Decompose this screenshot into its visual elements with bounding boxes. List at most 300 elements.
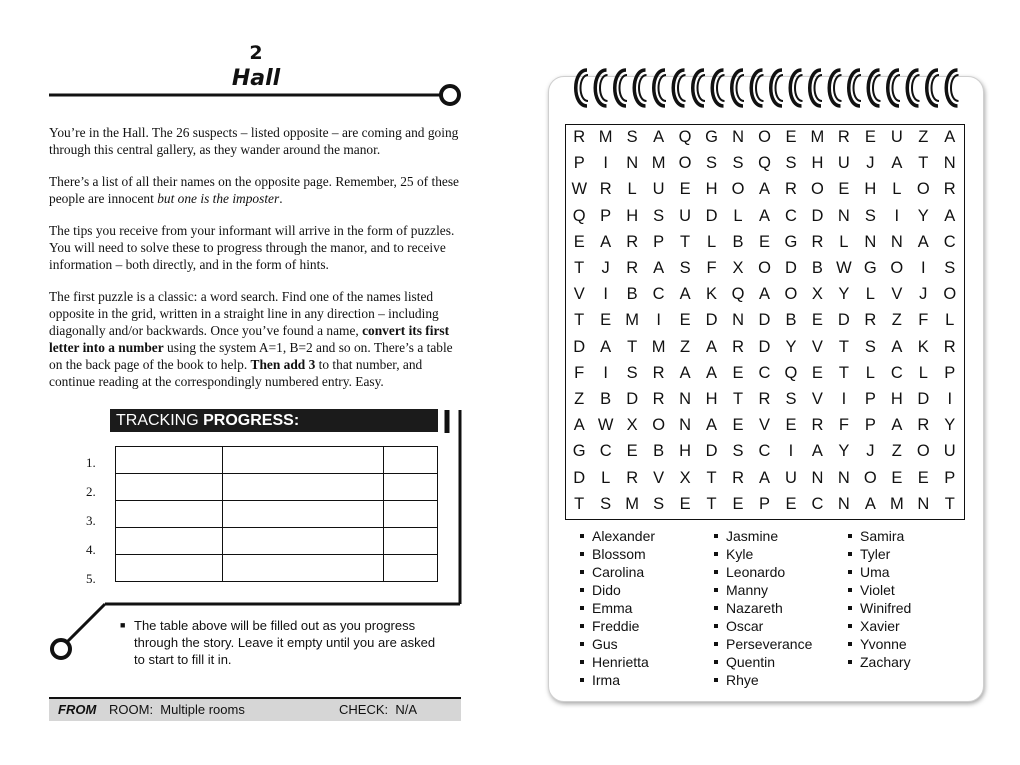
grid-letter[interactable]: T [706, 468, 717, 487]
grid-letter[interactable]: N [837, 206, 850, 225]
grid-letter[interactable]: A [811, 442, 823, 461]
spiral-coil [795, 75, 803, 101]
footer-check-label: CHECK: [339, 702, 389, 717]
grid-letter[interactable]: N [732, 311, 744, 330]
grid-letter[interactable]: G [572, 442, 586, 461]
table-cell[interactable] [384, 447, 438, 474]
grid-letter[interactable]: S [706, 154, 718, 173]
paragraph-text: convert its first letter into a number [49, 323, 450, 355]
suspect-name: Jasmine [714, 527, 812, 545]
grid-letter[interactable]: S [600, 494, 612, 513]
square-bullet-icon: ■ [120, 620, 126, 630]
grid-letter[interactable]: I [656, 311, 661, 330]
table-cell[interactable] [223, 555, 384, 582]
grid-letter[interactable]: L [865, 285, 875, 304]
grid-letter[interactable]: S [732, 442, 744, 461]
suspect-name: Dido [580, 581, 655, 599]
grid-letter[interactable]: Q [572, 206, 586, 225]
grid-letter[interactable]: D [758, 311, 771, 330]
paragraph-text: . [279, 191, 283, 206]
grid-letter[interactable]: A [758, 285, 770, 304]
grid-letter[interactable]: P [600, 206, 612, 225]
grid-letter[interactable]: N [943, 154, 956, 173]
table-cell[interactable] [384, 528, 438, 555]
grid-letter[interactable]: G [705, 128, 718, 146]
grid-letter[interactable]: S [944, 259, 956, 277]
suspect-name: Nazareth [714, 599, 812, 617]
grid-letter[interactable]: T [680, 232, 691, 251]
grid-letter[interactable]: N [864, 232, 877, 251]
grid-letter[interactable]: A [917, 232, 929, 251]
grid-letter[interactable]: D [705, 311, 718, 330]
footer-room-value: Multiple rooms [160, 702, 245, 717]
grid-letter[interactable]: E [758, 232, 770, 251]
spiral-coil [776, 75, 784, 101]
grid-letter[interactable]: N [811, 468, 824, 487]
grid-letter[interactable]: N [626, 154, 639, 173]
grid-letter[interactable]: E [600, 311, 612, 330]
grid-letter[interactable]: E [811, 363, 823, 382]
grid-letter[interactable]: V [573, 285, 585, 304]
footer-from: FROM [58, 702, 97, 717]
paragraph [49, 222, 467, 273]
grid-letter[interactable]: E [573, 232, 585, 251]
grid-letter[interactable]: P [864, 390, 876, 408]
grid-letter[interactable]: F [574, 363, 585, 382]
paragraph [49, 173, 467, 207]
grid-letter[interactable]: H [890, 390, 903, 408]
grid-letter[interactable]: L [733, 206, 743, 225]
grid-letter[interactable]: C [599, 442, 612, 461]
room-title: Hall [231, 66, 281, 91]
grid-row [566, 439, 964, 465]
spiral-coil [698, 75, 706, 101]
table-cell[interactable] [223, 474, 384, 501]
grid-letter[interactable]: S [785, 154, 797, 173]
grid-letter[interactable]: A [758, 180, 770, 199]
grid-letter[interactable]: I [603, 285, 608, 304]
grid-letter[interactable]: T [838, 337, 849, 356]
grid-letter[interactable]: M [651, 337, 666, 356]
grid-letter[interactable]: R [784, 180, 797, 199]
table-row [116, 474, 438, 501]
grid-letter[interactable]: A [679, 285, 691, 304]
grid-letter[interactable]: H [864, 180, 877, 199]
grid-letter[interactable]: H [679, 442, 692, 461]
spiral-binding-icon [571, 62, 966, 114]
suspect-name: Winifred [848, 599, 911, 617]
grid-letter[interactable]: S [626, 363, 638, 382]
grid-row [566, 387, 964, 413]
grid-letter[interactable]: O [890, 259, 904, 277]
suspect-name: Yvonne [848, 635, 911, 653]
grid-letter[interactable]: O [863, 468, 877, 487]
grid-letter[interactable]: O [784, 285, 798, 304]
grid-row [566, 282, 964, 308]
grid-row [566, 361, 964, 387]
grid-letter[interactable]: G [863, 259, 877, 277]
grid-letter[interactable]: S [653, 206, 665, 225]
grid-letter[interactable]: T [574, 311, 585, 330]
grid-letter[interactable]: R [943, 337, 956, 356]
grid-letter[interactable]: T [574, 494, 585, 513]
grid-letter[interactable]: R [652, 390, 665, 408]
table-cell[interactable] [116, 474, 223, 501]
grid-letter[interactable]: Q [784, 363, 798, 382]
grid-letter[interactable]: C [758, 363, 771, 382]
grid-letter[interactable]: R [732, 468, 744, 487]
paragraph-text: to that number, and continue reading at the correspondingly numbered entry. Easy. [49, 357, 423, 389]
grid-letter[interactable]: C [758, 442, 771, 461]
table-cell[interactable] [223, 447, 384, 474]
grid-letter[interactable]: J [866, 154, 875, 173]
grid-letter[interactable]: I [920, 259, 926, 277]
grid-letter[interactable]: N [732, 128, 744, 146]
grid-letter[interactable]: F [706, 259, 717, 277]
grid-letter[interactable]: A [864, 494, 876, 513]
grid-letter[interactable]: A [706, 416, 718, 435]
grid-letter[interactable]: P [653, 232, 665, 251]
grid-letter[interactable]: P [758, 494, 770, 513]
grid-letter[interactable]: R [811, 416, 824, 435]
footer-check-value: N/A [395, 702, 418, 717]
grid-letter[interactable]: B [811, 259, 823, 277]
spiral-coil [912, 75, 920, 101]
table-row [116, 528, 438, 555]
grid-letter[interactable]: Y [944, 416, 956, 435]
grid-letter[interactable]: T [918, 154, 929, 173]
grid-letter[interactable]: Q [678, 128, 692, 146]
grid-row [566, 125, 964, 151]
grid-row [566, 492, 964, 518]
spiral-coil [600, 75, 608, 101]
grid-letter[interactable]: Z [574, 390, 585, 408]
grid-letter[interactable]: W [571, 180, 588, 199]
grid-letter[interactable]: I [603, 154, 608, 173]
grid-letter[interactable]: A [758, 206, 770, 225]
grid-letter[interactable]: A [758, 468, 770, 487]
grid-letter[interactable]: D [917, 390, 930, 408]
grid-letter[interactable]: I [788, 442, 794, 461]
grid-letter[interactable]: O [758, 259, 771, 277]
grid-letter[interactable]: U [784, 468, 797, 487]
grid-letter[interactable]: M [889, 494, 904, 513]
table-row [116, 447, 438, 474]
grid-letter[interactable]: N [837, 494, 850, 513]
grid-letter[interactable]: D [784, 259, 797, 277]
table-cell[interactable] [116, 501, 223, 528]
grid-letter[interactable]: Z [680, 337, 691, 356]
grid-letter[interactable]: H [626, 206, 639, 225]
grid-letter[interactable]: T [627, 337, 638, 356]
grid-letter[interactable]: A [706, 337, 718, 356]
word-search-grid [565, 124, 965, 520]
grid-letter[interactable]: D [705, 442, 718, 461]
grid-letter[interactable]: U [837, 154, 850, 173]
grid-letter[interactable]: N [917, 494, 930, 513]
grid-letter[interactable]: P [944, 363, 956, 382]
spiral-coil [659, 75, 667, 101]
grid-letter[interactable]: Y [838, 442, 850, 461]
grid-letter[interactable]: P [864, 416, 876, 435]
grid-letter[interactable]: R [626, 259, 639, 277]
paragraph-text: The tips you receive from your informant will arrive in the form of puzzles. You will need to solve these to progress through the manor, and to receive information – both directly, and in the form of hints. [49, 223, 455, 272]
suspect-name: Irma [580, 671, 655, 689]
suspect-name: Samira [848, 527, 911, 545]
table-cell[interactable] [384, 501, 438, 528]
grid-letter[interactable]: M [625, 494, 640, 513]
spiral-coil [815, 75, 823, 101]
names-column [848, 527, 911, 671]
grid-letter[interactable]: D [573, 337, 586, 356]
grid-letter[interactable]: G [784, 232, 798, 251]
grid-letter[interactable]: R [573, 128, 586, 146]
grid-letter[interactable]: B [785, 311, 797, 330]
grid-letter[interactable]: D [837, 311, 850, 330]
spiral-coil [717, 75, 725, 101]
grid-letter[interactable]: N [679, 416, 692, 435]
paragraph-text: but one is the imposter [157, 191, 280, 206]
grid-letter[interactable]: E [679, 180, 691, 199]
grid-letter[interactable]: A [679, 363, 691, 382]
suspect-name: Violet [848, 581, 911, 599]
grid-letter[interactable]: S [864, 337, 876, 356]
grid-letter[interactable]: L [839, 232, 849, 251]
grid-letter[interactable]: F [918, 311, 929, 330]
grid-letter[interactable]: T [574, 259, 585, 277]
spiral-coil [951, 75, 959, 101]
grid-letter[interactable]: X [626, 416, 638, 435]
grid-letter[interactable]: M [810, 128, 825, 146]
grid-letter[interactable]: S [732, 154, 744, 173]
grid-letter[interactable]: H [811, 154, 824, 173]
grid-letter[interactable]: N [679, 390, 692, 408]
grid-letter[interactable]: A [891, 154, 903, 173]
grid-letter[interactable]: D [573, 468, 586, 487]
grid-letter[interactable]: S [626, 128, 638, 146]
grid-letter[interactable]: R [917, 416, 930, 435]
spiral-coil [737, 75, 745, 101]
grid-letter[interactable]: L [706, 232, 717, 251]
grid-row [566, 466, 964, 492]
table-cell[interactable] [223, 501, 384, 528]
grid-letter[interactable]: B [732, 232, 744, 251]
table-cell[interactable] [223, 528, 384, 555]
grid-letter[interactable]: D [705, 206, 718, 225]
grid-letter[interactable]: V [758, 416, 770, 435]
table-cell[interactable] [384, 474, 438, 501]
grid-letter[interactable]: Z [918, 128, 929, 146]
grid-letter[interactable]: T [944, 494, 955, 513]
grid-letter[interactable]: M [651, 154, 666, 173]
grid-letter[interactable]: U [679, 206, 692, 225]
grid-letter[interactable]: E [891, 468, 903, 487]
spiral-coil [639, 75, 647, 101]
grid-letter[interactable]: E [811, 311, 823, 330]
row-number: 5. [86, 571, 96, 586]
grid-letter[interactable]: U [890, 128, 903, 146]
tracking-table [115, 446, 438, 582]
paragraph-text: There’s a list of all their names on the opposite page. Remember, 25 of these people are innocent [49, 174, 459, 206]
grid-letter[interactable]: V [811, 390, 823, 408]
grid-letter[interactable]: R [864, 311, 877, 330]
grid-letter[interactable]: T [706, 494, 717, 513]
grid-letter[interactable]: M [598, 128, 613, 146]
grid-letter[interactable]: V [653, 468, 665, 487]
grid-letter[interactable]: X [811, 285, 823, 304]
grid-letter[interactable]: O [810, 180, 824, 199]
suspect-name: Xavier [848, 617, 911, 635]
grid-letter[interactable]: Q [758, 154, 771, 173]
grid-letter[interactable]: L [865, 363, 875, 382]
grid-letter[interactable]: E [785, 416, 797, 435]
grid-letter[interactable]: L [918, 363, 928, 382]
grid-letter[interactable]: R [626, 468, 639, 487]
grid-letter[interactable]: K [706, 285, 718, 304]
suspect-name: Emma [580, 599, 655, 617]
grid-letter[interactable]: R [811, 232, 824, 251]
grid-letter[interactable]: A [891, 416, 903, 435]
grid-letter[interactable]: R [943, 180, 956, 199]
grid-letter[interactable]: J [866, 442, 875, 461]
grid-letter[interactable]: K [917, 337, 929, 356]
grid-letter[interactable]: N [837, 468, 850, 487]
suspect-name: Leonardo [714, 563, 812, 581]
grid-letter[interactable]: R [599, 180, 612, 199]
table-cell[interactable] [116, 447, 223, 474]
grid-letter[interactable]: V [811, 337, 823, 356]
grid-letter[interactable]: I [894, 206, 900, 225]
grid-letter[interactable]: Z [891, 311, 902, 330]
grid-letter[interactable]: E [917, 468, 929, 487]
grid-letter[interactable]: B [653, 442, 665, 461]
grid-letter[interactable]: X [679, 468, 691, 487]
table-cell[interactable] [116, 528, 223, 555]
grid-letter[interactable]: A [944, 206, 956, 225]
grid-letter[interactable]: B [626, 285, 638, 304]
grid-letter[interactable]: P [944, 468, 956, 487]
grid-letter[interactable]: S [864, 206, 876, 225]
grid-letter[interactable]: R [758, 390, 771, 408]
grid-letter[interactable]: X [732, 259, 744, 277]
grid-letter[interactable]: P [573, 154, 585, 173]
grid-letter[interactable]: O [731, 180, 745, 199]
grid-letter[interactable]: A [600, 337, 612, 356]
grid-letter[interactable]: L [601, 468, 611, 487]
table-row [116, 555, 438, 582]
grid-letter[interactable]: J [919, 285, 928, 304]
grid-letter[interactable]: W [836, 259, 852, 277]
grid-letter[interactable]: S [653, 494, 665, 513]
grid-letter[interactable]: I [947, 390, 953, 408]
grid-letter[interactable]: C [890, 363, 903, 382]
grid-letter[interactable]: E [864, 128, 876, 146]
grid-letter[interactable]: C [784, 206, 797, 225]
grid-letter[interactable]: E [732, 363, 744, 382]
paragraph-text: You’re in the Hall. The 26 suspects – listed opposite – are coming and going through this central gallery, as they wander around the manor. [49, 125, 459, 157]
grid-letter[interactable]: C [811, 494, 824, 513]
grid-letter[interactable]: H [705, 180, 718, 199]
grid-letter[interactable]: S [679, 259, 691, 277]
grid-letter[interactable]: F [838, 416, 849, 435]
grid-letter[interactable]: Y [917, 206, 929, 225]
grid-letter[interactable]: H [705, 390, 718, 408]
grid-letter[interactable]: R [732, 337, 744, 356]
tracking-title-bold: PROGRESS: [203, 412, 300, 429]
grid-letter[interactable]: O [758, 128, 771, 146]
suspect-name: Oscar [714, 617, 812, 635]
grid-letter[interactable]: R [837, 128, 850, 146]
grid-letter[interactable]: W [597, 416, 614, 435]
grid-letter[interactable]: A [653, 259, 665, 277]
spiral-coil [581, 75, 589, 101]
grid-letter[interactable]: E [626, 442, 638, 461]
spiral-coil [893, 75, 901, 101]
grid-letter[interactable]: U [652, 180, 665, 199]
grid-letter[interactable]: A [944, 128, 956, 146]
grid-letter[interactable]: L [945, 311, 955, 330]
grid-letter[interactable]: A [706, 363, 718, 382]
grid-letter[interactable]: A [600, 232, 612, 251]
grid-letter[interactable]: E [732, 494, 744, 513]
grid-letter[interactable]: T [732, 390, 744, 408]
grid-letter[interactable]: D [626, 390, 639, 408]
page-number: 2 [249, 42, 263, 64]
grid-letter[interactable]: Z [891, 442, 902, 461]
grid-letter[interactable]: S [785, 390, 797, 408]
grid-letter[interactable]: E [838, 180, 850, 199]
grid-letter[interactable]: T [838, 363, 849, 382]
grid-letter[interactable]: R [652, 363, 665, 382]
grid-letter[interactable]: J [601, 259, 610, 277]
grid-letter[interactable]: U [943, 442, 956, 461]
grid-letter[interactable]: B [600, 390, 612, 408]
grid-letter[interactable]: A [653, 128, 665, 146]
grid-letter[interactable]: O [916, 180, 930, 199]
grid-letter[interactable]: Q [731, 285, 745, 304]
grid-letter[interactable]: E [679, 311, 691, 330]
grid-letter[interactable]: E [785, 128, 797, 146]
grid-letter[interactable]: L [627, 180, 637, 199]
grid-letter[interactable]: A [573, 416, 585, 435]
grid-letter[interactable]: I [603, 363, 608, 382]
grid-letter[interactable]: O [916, 442, 930, 461]
grid-letter[interactable]: C [943, 232, 956, 251]
grid-letter[interactable]: D [758, 337, 771, 356]
suspect-name: Kyle [714, 545, 812, 563]
grid-letter[interactable]: I [841, 390, 847, 408]
grid-letter[interactable]: O [652, 416, 666, 435]
table-cell[interactable] [116, 555, 223, 582]
grid-letter[interactable]: Y [785, 337, 797, 356]
grid-letter[interactable]: E [732, 416, 744, 435]
grid-letter[interactable]: E [679, 494, 691, 513]
grid-letter[interactable]: L [892, 180, 902, 199]
grid-letter[interactable]: D [811, 206, 824, 225]
grid-letter[interactable]: M [625, 311, 640, 330]
grid-letter[interactable]: C [652, 285, 665, 304]
paragraph-text: using the system A=1, B=2 and so on. There’s a table on the back page of the book to help. [49, 340, 453, 372]
grid-letter[interactable]: E [785, 494, 797, 513]
grid-letter[interactable]: A [891, 337, 903, 356]
grid-letter[interactable]: V [891, 285, 903, 304]
grid-letter[interactable]: O [943, 285, 957, 304]
grid-letter[interactable]: Y [838, 285, 850, 304]
table-cell[interactable] [384, 555, 438, 582]
grid-letter[interactable]: N [890, 232, 903, 251]
grid-letter[interactable]: R [626, 232, 639, 251]
grid-letter[interactable]: O [678, 154, 692, 173]
